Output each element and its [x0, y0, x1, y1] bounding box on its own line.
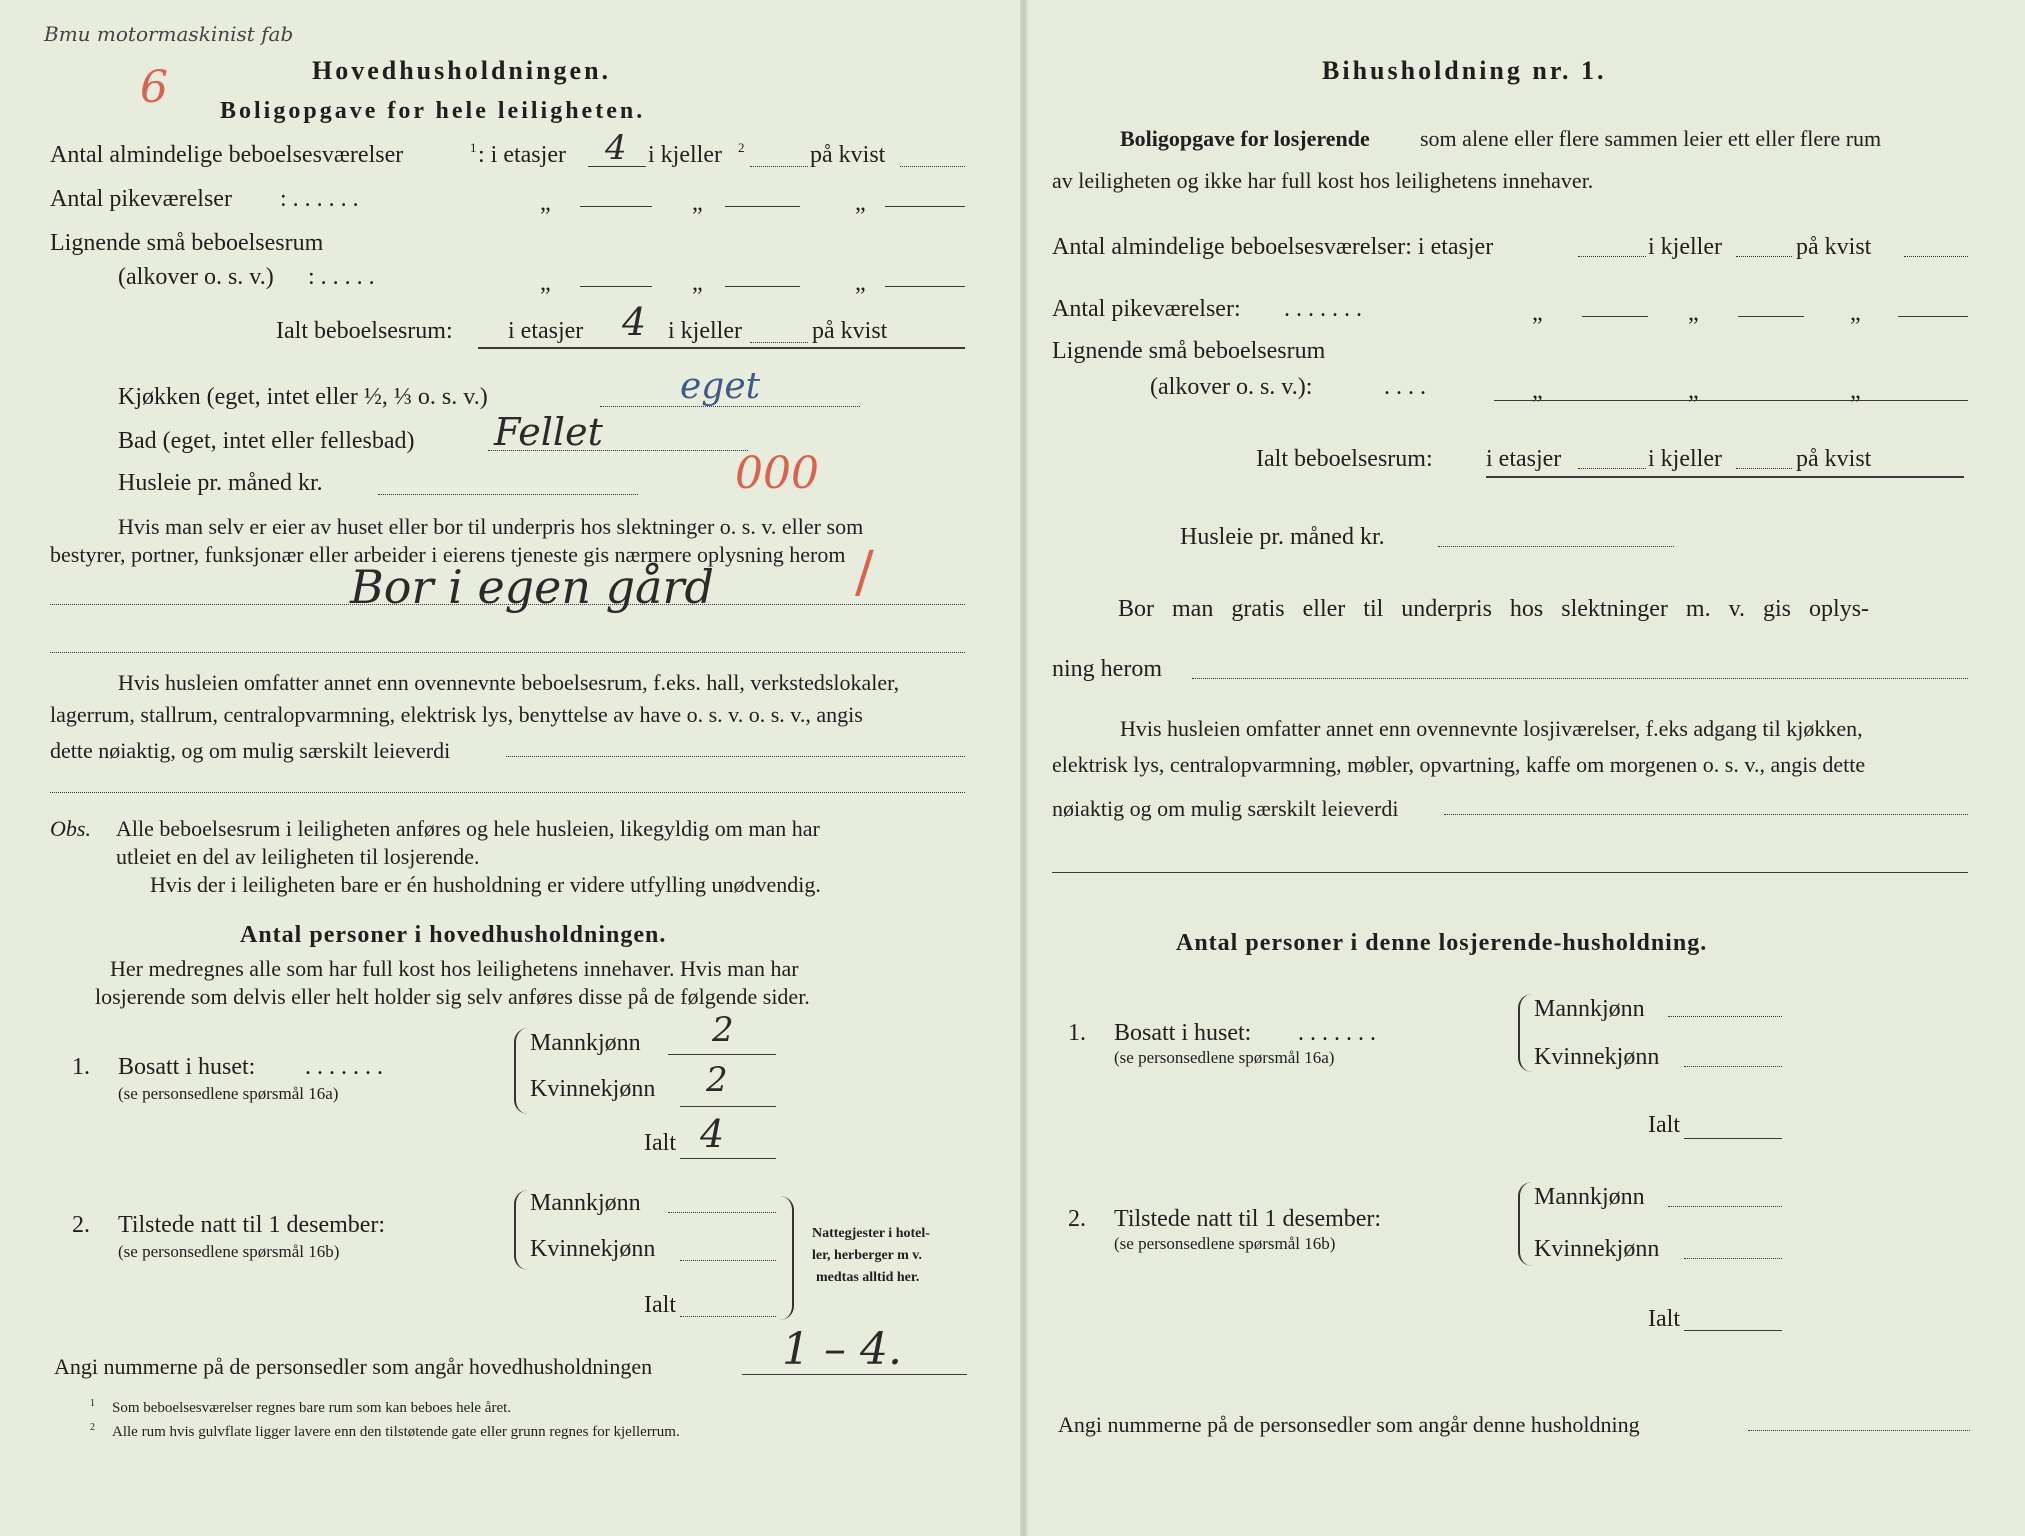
eier-text-2: bestyrer, portner, funksjonær eller arbeider i eierens tjeneste gis nærmere oplysning herom: [50, 542, 846, 567]
ialt-underline: [478, 347, 965, 349]
q2-mann-label: Mannkjønn: [530, 1190, 641, 1216]
bad-value: Fellet: [494, 410, 603, 454]
right-q1-mann-line: [1668, 1016, 1782, 1017]
row3-label: Lignende små beboelsesrum: [50, 230, 324, 256]
right-intro-1: som alene eller flere sammen leier ett eller flere rum: [1420, 126, 1882, 151]
q1-kvinne-value: 2: [706, 1060, 728, 1100]
omfatter-text-3: dette nøiaktig, og om mulig særskilt leieverdi: [50, 738, 451, 763]
top-left-note: Bmu motormaskinist fab: [44, 22, 294, 46]
right-row2-line-3: [1898, 316, 1968, 317]
footnote-2: Alle rum hvis gulvflate ligger lavere enn den tilstøtende gate eller grunn regnes for kjellerrum.: [112, 1424, 680, 1440]
row1-etasjer-label: : i etasjer: [478, 142, 566, 168]
q2-ialt-label: Ialt: [644, 1292, 676, 1318]
footnote-2-number: 2: [90, 1422, 95, 1433]
row2-line-1: [580, 206, 652, 207]
left-subtitle: Boligopgave for hele leiligheten.: [220, 98, 646, 124]
eier-text-1: Hvis man selv er eier av huset eller bor til underpris hos slektninger o. s. v. eller som: [118, 514, 864, 539]
right-q2-mann-label: Mannkjønn: [1534, 1184, 1645, 1210]
right-q1-number: 1.: [1068, 1020, 1086, 1046]
right-q2-number: 2.: [1068, 1206, 1086, 1232]
obs-text-2: utleiet en del av leiligheten til losjerende.: [116, 844, 480, 869]
right-q2-brace: [1518, 1182, 1532, 1266]
kjokken-value: eget: [680, 366, 761, 407]
right-q1-ialt-line: [1684, 1138, 1782, 1139]
row2-ditto-1: „: [540, 190, 551, 216]
right-omfatter-1: Hvis husleien omfatter annet enn ovennevnte losjiværelser, f.eks adgang til kjøkken,: [1120, 716, 1863, 741]
ialt-etasjer-label: i etasjer: [508, 318, 584, 344]
right-row3-line: [1494, 400, 1968, 401]
omfatter-line-1: [506, 756, 965, 757]
right-title: Bihusholdning nr. 1.: [1322, 56, 1607, 85]
right-row3-label: Lignende små beboelsesrum: [1052, 338, 1326, 364]
angi-label: Angi nummerne på de personsedler som angår hovedhusholdningen: [54, 1354, 653, 1379]
right-row2-ditto-1: „: [1532, 300, 1543, 326]
right-ialt-underline: [1486, 476, 1964, 478]
right-omfatter-line-2: [1052, 872, 1968, 873]
right-gratis-line: [1192, 678, 1968, 679]
row2-label: Antal pikeværelser: [50, 186, 232, 212]
right-q2-kvinne-line: [1684, 1258, 1782, 1259]
row2-line-3: [885, 206, 965, 207]
omfatter-text-1: Hvis husleien omfatter annet enn ovennevnte beboelsesrum, f.eks. hall, verkstedslokaler,: [118, 670, 900, 695]
q2-number: 2.: [72, 1212, 90, 1238]
right-row2-ditto-2: „: [1688, 300, 1699, 326]
row1-label: Antal almindelige beboelsesværelser: [50, 142, 404, 168]
right-row2-ditto-3: „: [1850, 300, 1861, 326]
right-row3-ditto-2: „: [1688, 378, 1699, 404]
right-q2-sublabel: (se personsedlene spørsmål 16b): [1114, 1234, 1336, 1253]
row3-ditto-1: „: [540, 270, 551, 296]
right-row1-kjeller-line: [1736, 256, 1792, 257]
right-omfatter-2: elektrisk lys, centralopvarmning, møbler, opvartning, kaffe om morgenen o. s. v., angis dette: [1052, 752, 1866, 777]
page-fold: [1020, 0, 1028, 1536]
row1-kvist-line: [900, 166, 965, 167]
bad-label: Bad (eget, intet eller fellesbad): [118, 428, 415, 454]
right-row1-kvist-line: [1904, 256, 1968, 257]
q2-right-brace: [780, 1196, 794, 1320]
q1-label: Bosatt i huset:: [118, 1054, 256, 1080]
row3-ditto-2: „: [692, 270, 703, 296]
right-angi-label: Angi nummerne på de personsedler som angår denne husholdning: [1058, 1412, 1640, 1437]
q1-ialt-label: Ialt: [644, 1130, 676, 1156]
eier-line-1: [50, 604, 965, 605]
right-q2-kvinne-label: Kvinnekjønn: [1534, 1236, 1660, 1262]
eier-note: Bor i egen gård: [350, 560, 714, 614]
left-title: Hovedhusholdningen.: [312, 56, 612, 85]
q2-kvinne-line: [680, 1260, 776, 1261]
q1-sublabel: (se personsedlene spørsmål 16a): [118, 1084, 339, 1103]
persons-text-1: Her medregnes alle som har full kost hos leilighetens innehaver. Hvis man har: [110, 956, 799, 981]
q1-mann-label: Mannkjønn: [530, 1030, 641, 1056]
right-gratis-1: Bor man gratis eller til underpris hos slektninger m. v. gis oplys-: [1118, 596, 1870, 622]
omfatter-line-2: [50, 792, 965, 793]
right-husleie-line: [1438, 546, 1674, 547]
right-ialt-kvist-label: på kvist: [1796, 446, 1872, 472]
obs-text-1: Alle beboelsesrum i leiligheten anføres og hele husleien, likegyldig om man har: [116, 816, 820, 841]
right-ialt-etasjer-line: [1578, 468, 1646, 469]
q1-ialt-line: [680, 1158, 776, 1159]
q2-label: Tilstede natt til 1 desember:: [118, 1212, 386, 1238]
ialt-kvist-label: på kvist: [812, 318, 888, 344]
row2-dots: : . . . . . .: [280, 186, 359, 212]
page-number: 6: [140, 62, 168, 113]
footnote-ref-2: 2: [738, 140, 745, 155]
right-gratis-2: ning herom: [1052, 656, 1162, 682]
row2-line-2: [725, 206, 800, 207]
right-q1-sublabel: (se personsedlene spørsmål 16a): [1114, 1048, 1335, 1067]
right-ialt-label: Ialt beboelsesrum:: [1256, 446, 1433, 472]
q1-kvinne-line: [680, 1106, 776, 1107]
right-q1-ialt-label: Ialt: [1648, 1112, 1680, 1138]
right-omfatter-3: nøiaktig og om mulig særskilt leieverdi: [1052, 796, 1399, 821]
right-row1-kvist-label: på kvist: [1796, 234, 1872, 260]
q2-mann-line: [668, 1212, 776, 1213]
kjokken-label: Kjøkken (eget, intet eller ½, ⅓ o. s. v.): [118, 384, 488, 410]
right-q1-dots: . . . . . . .: [1298, 1020, 1376, 1046]
right-q2-ialt-label: Ialt: [1648, 1306, 1680, 1332]
row3-dots: : . . . . .: [308, 264, 375, 290]
omfatter-text-2: lagerrum, stallrum, centralopvarmning, elektrisk lys, benyttelse av have o. s. v. o. s. v., angis: [50, 702, 863, 727]
eier-line-2: [50, 652, 965, 653]
right-ialt-kjeller-label: i kjeller: [1648, 446, 1722, 472]
right-ialt-kjeller-line: [1736, 468, 1792, 469]
ialt-etasjer-value: 4: [622, 300, 647, 344]
natt-note-1: Nattegjester i hotel-: [812, 1226, 930, 1241]
right-q2-label: Tilstede natt til 1 desember:: [1114, 1206, 1382, 1232]
row1-kjeller-line: [750, 166, 808, 167]
right-row2-line-2: [1738, 316, 1804, 317]
right-row1-etasjer-line: [1578, 256, 1646, 257]
eier-red-stroke: /: [855, 540, 874, 605]
husleie-mark: 000: [735, 448, 819, 499]
footnote-ref-1: 1: [470, 140, 477, 155]
footnote-1-number: 1: [90, 1398, 95, 1409]
right-q1-kvinne-line: [1684, 1066, 1782, 1067]
right-q1-brace: [1518, 994, 1532, 1072]
q2-kvinne-label: Kvinnekjønn: [530, 1236, 656, 1262]
row3-sublabel: (alkover o. s. v.): [118, 264, 274, 290]
row2-ditto-2: „: [692, 190, 703, 216]
right-q2-ialt-line: [1684, 1330, 1782, 1331]
q1-ialt-value: 4: [700, 1112, 725, 1156]
footnote-1: Som beboelsesværelser regnes bare rum som kan beboes hele året.: [112, 1400, 512, 1416]
row3-line-1: [580, 286, 652, 287]
natt-note-3: medtas alltid her.: [816, 1270, 920, 1285]
persons-title: Antal personer i hovedhusholdningen.: [240, 922, 667, 948]
right-omfatter-line-1: [1444, 814, 1968, 815]
obs-text-3: Hvis der i leiligheten bare er én husholdning er videre utfylling unødvendig.: [150, 872, 821, 897]
right-q1-mann-label: Mannkjønn: [1534, 996, 1645, 1022]
right-row1-label: Antal almindelige beboelsesværelser: i etasjer: [1052, 234, 1494, 260]
q1-mann-line: [668, 1054, 776, 1055]
ialt-label: Ialt beboelsesrum:: [276, 318, 453, 344]
natt-note-2: ler, herberger m v.: [812, 1248, 923, 1263]
angi-value: 1 – 4.: [782, 1324, 902, 1375]
right-row2-label: Antal pikeværelser:: [1052, 296, 1241, 322]
row3-line-2: [725, 286, 800, 287]
right-intro-bold: Boligopgave for losjerende: [1120, 126, 1370, 151]
q1-kvinne-label: Kvinnekjønn: [530, 1076, 656, 1102]
row3-line-3: [885, 286, 965, 287]
q2-sublabel: (se personsedlene spørsmål 16b): [118, 1242, 340, 1261]
right-q1-kvinne-label: Kvinnekjønn: [1534, 1044, 1660, 1070]
right-row3-ditto-1: „: [1532, 378, 1543, 404]
right-row3-dots: . . . .: [1384, 374, 1426, 400]
row3-ditto-3: „: [855, 270, 866, 296]
right-row3-ditto-3: „: [1850, 378, 1861, 404]
row1-kjeller-label: i kjeller: [648, 142, 722, 168]
right-ialt-etasjer-label: i etasjer: [1486, 446, 1562, 472]
right-row1-kjeller-label: i kjeller: [1648, 234, 1722, 260]
right-persons-title: Antal personer i denne losjerende-husholdning.: [1176, 930, 1708, 956]
q2-ialt-line: [680, 1316, 776, 1317]
husleie-line: [378, 494, 638, 495]
persons-text-2: losjerende som delvis eller helt holder sig selv anføres disse på de følgende sider.: [95, 984, 810, 1009]
right-husleie-label: Husleie pr. måned kr.: [1180, 524, 1385, 550]
q1-number: 1.: [72, 1054, 90, 1080]
q1-mann-value: 2: [712, 1010, 734, 1050]
right-q1-label: Bosatt i huset:: [1114, 1020, 1252, 1046]
row1-kvist-label: på kvist: [810, 142, 886, 168]
right-q2-mann-line: [1668, 1206, 1782, 1207]
right-row2-line-1: [1582, 316, 1648, 317]
q2-brace: [514, 1190, 528, 1270]
row1-etasjer-value: 4: [605, 128, 627, 168]
right-row3-sublabel: (alkover o. s. v.):: [1150, 374, 1313, 400]
ialt-kjeller-line: [750, 342, 808, 343]
right-intro-2: av leiligheten og ikke har full kost hos leilighetens innehaver.: [1052, 168, 1594, 193]
q1-dots: . . . . . . .: [305, 1054, 383, 1080]
husleie-label: Husleie pr. måned kr.: [118, 470, 323, 496]
right-angi-line: [1748, 1430, 1970, 1431]
right-row2-dots: . . . . . . .: [1284, 296, 1362, 322]
ialt-kjeller-label: i kjeller: [668, 318, 742, 344]
q1-brace: [514, 1028, 528, 1114]
obs-label: Obs.: [50, 816, 91, 841]
row2-ditto-3: „: [855, 190, 866, 216]
